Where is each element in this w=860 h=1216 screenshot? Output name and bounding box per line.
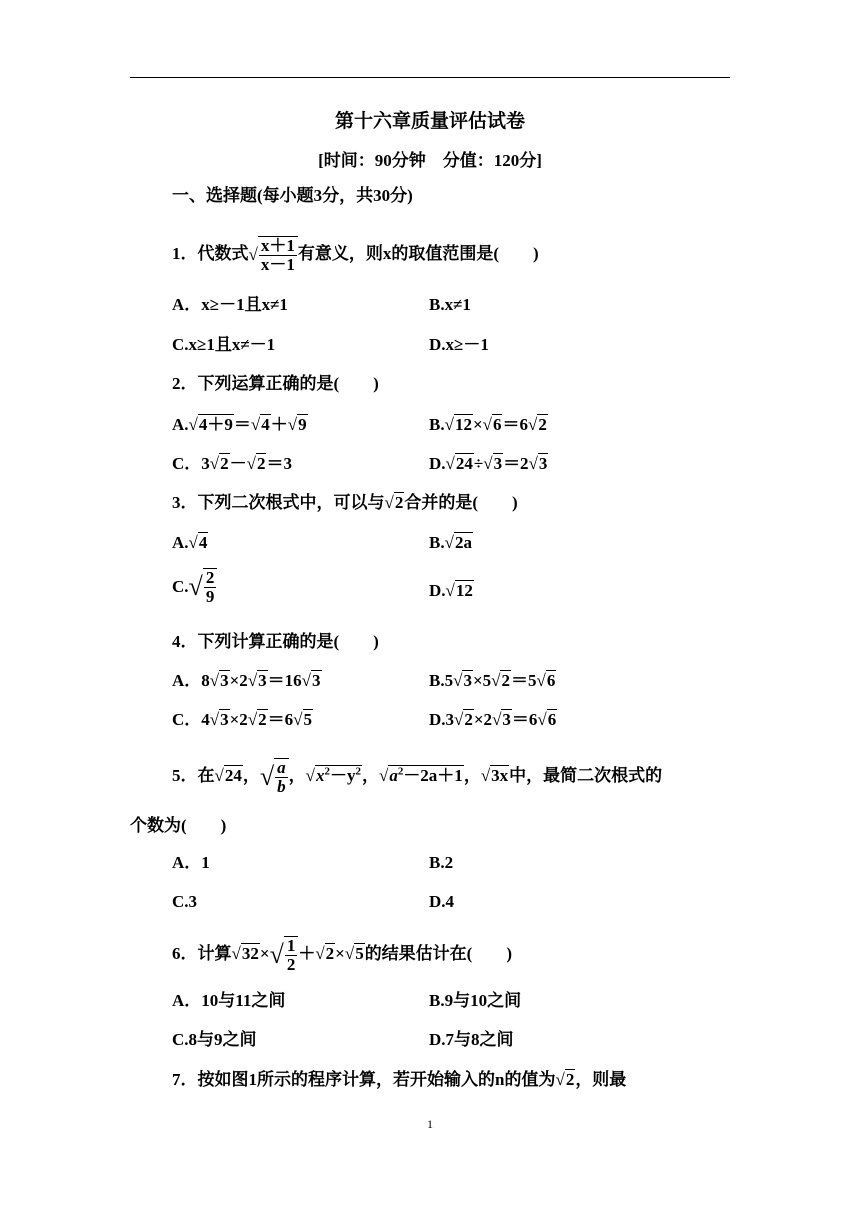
q2-option-a[interactable]: A.√4＋9＝√4＋√9 bbox=[172, 415, 307, 434]
q5-option-a[interactable]: A．1 bbox=[172, 853, 210, 872]
q3-option-c[interactable]: C.√ $\frac{2}{9}$ bbox=[172, 568, 217, 606]
sqrt-icon: √ bbox=[305, 765, 315, 785]
q4-option-a[interactable]: A．8√3×2√3＝16√3 bbox=[172, 671, 321, 690]
q5-option-d[interactable]: D.4 bbox=[429, 892, 455, 911]
sqrt-icon: √ bbox=[444, 415, 454, 434]
q2-option-c[interactable]: C．3√2－√2＝3 bbox=[172, 454, 292, 473]
sqrt-icon: √ bbox=[527, 415, 538, 434]
sqrt-icon: √ bbox=[445, 581, 455, 600]
sqrt-icon: √ bbox=[453, 671, 463, 690]
sqrt-icon: √ bbox=[444, 533, 454, 552]
q4-option-b[interactable]: B.5√3×5√2＝5√6 bbox=[429, 671, 556, 690]
q1-option-b[interactable]: B.x≠1 bbox=[429, 295, 471, 314]
sqrt-icon: √ bbox=[454, 710, 464, 729]
sqrt-icon: √ bbox=[528, 454, 538, 473]
sqrt-icon: √ bbox=[536, 671, 546, 690]
sqrt-icon: √ bbox=[259, 761, 275, 791]
sqrt-icon: √ bbox=[482, 415, 492, 434]
sqrt-icon: √ bbox=[483, 454, 493, 473]
sqrt-icon: √ bbox=[250, 415, 261, 434]
fraction: $\frac{x+1}{x-1}$ bbox=[258, 236, 298, 274]
q2-option-d[interactable]: D.√24÷√3＝2√3 bbox=[429, 454, 548, 473]
q3-option-b[interactable]: B.√2a bbox=[429, 533, 472, 552]
sqrt-icon: √ bbox=[246, 454, 256, 473]
q6-option-d[interactable]: D.7与8之间 bbox=[429, 1030, 514, 1049]
sqrt-icon: √ bbox=[293, 710, 303, 729]
sqrt-icon: √ bbox=[188, 571, 203, 601]
question-1: 1．代数式√ $\frac{x+1}{x-1}$ 有意义，则x的取值范围是( ) bbox=[172, 236, 539, 274]
sqrt-icon: √ bbox=[209, 454, 220, 473]
sqrt-icon: √ bbox=[384, 493, 394, 512]
question-5-continued: 个数为( ) bbox=[130, 816, 227, 835]
sqrt-icon: √ bbox=[480, 765, 491, 785]
sqrt-icon: √ bbox=[378, 765, 389, 785]
q4-option-c[interactable]: C．4√3×2√2＝6√5 bbox=[172, 710, 312, 729]
q5-option-c[interactable]: C.3 bbox=[172, 892, 198, 911]
q6-option-a[interactable]: A．10与11之间 bbox=[172, 991, 286, 1010]
q2-option-b[interactable]: B.√12×√6＝6√2 bbox=[429, 415, 547, 434]
q6-option-c[interactable]: C.8与9之间 bbox=[172, 1030, 257, 1049]
sqrt-icon: √ bbox=[492, 710, 502, 729]
sqrt-icon: √ bbox=[209, 710, 220, 729]
sqrt-icon: √ bbox=[247, 671, 258, 690]
sqrt-icon: √ bbox=[247, 710, 258, 729]
question-5: 5．在√24，√ $\frac{a}{b}$ ，$√x^2-y^2$，$√a^2-2a+1$，√3x中，最简二次根式的 bbox=[172, 758, 663, 796]
exam-info: [时间：90分钟 分值：120分] bbox=[318, 151, 542, 170]
q1-option-d[interactable]: D.x≥－1 bbox=[429, 335, 489, 354]
sqrt-icon: √ bbox=[301, 671, 311, 690]
sqrt-icon: √ bbox=[315, 943, 325, 963]
q1-option-a[interactable]: A．x≥－1且x≠1 bbox=[172, 295, 288, 314]
question-4: 4．下列计算正确的是( ) bbox=[172, 632, 379, 651]
sqrt-icon: √ bbox=[209, 671, 220, 690]
q3-option-d[interactable]: D.√12 bbox=[429, 581, 473, 600]
question-6: 6．计算√32×√ $\frac{1}{2}$ ＋√2×√5的结果估计在( ) bbox=[172, 936, 513, 974]
section-heading: 一、选择题(每小题3分，共30分) bbox=[172, 186, 413, 205]
sqrt-icon: √ bbox=[269, 939, 284, 969]
question-7: 7．按如图1所示的程序计算，若开始输入的n的值为√2，则最 bbox=[172, 1070, 627, 1089]
q1-option-c[interactable]: C.x≥1且x≠－1 bbox=[172, 335, 276, 354]
sqrt-icon: √ bbox=[188, 415, 198, 434]
question-2: 2．下列运算正确的是( ) bbox=[172, 374, 379, 393]
page-number: 1 bbox=[427, 1117, 433, 1131]
question-3: 3．下列二次根式中，可以与√2合并的是( ) bbox=[172, 493, 518, 512]
q4-option-d[interactable]: D.3√2×2√3＝6√6 bbox=[429, 710, 557, 729]
sqrt-icon: √ bbox=[231, 943, 241, 963]
page-title: 第十六章质量评估试卷 bbox=[334, 111, 525, 132]
sqrt-icon: √ bbox=[445, 454, 455, 473]
sqrt-icon: √ bbox=[214, 765, 224, 785]
sqrt-icon: √ bbox=[491, 671, 501, 690]
q3-option-a[interactable]: A.√4 bbox=[172, 533, 208, 552]
q6-option-b[interactable]: B.9与10之间 bbox=[429, 991, 522, 1010]
sqrt-icon: √ bbox=[555, 1070, 565, 1089]
sqrt-icon: √ bbox=[287, 415, 298, 434]
sqrt-icon: √ bbox=[344, 943, 355, 963]
sqrt-icon: √ bbox=[188, 533, 198, 552]
q5-option-b[interactable]: B.2 bbox=[429, 853, 454, 872]
header-rule bbox=[130, 77, 730, 78]
sqrt-icon: √ bbox=[537, 710, 547, 729]
sqrt-icon: √ bbox=[248, 244, 258, 264]
